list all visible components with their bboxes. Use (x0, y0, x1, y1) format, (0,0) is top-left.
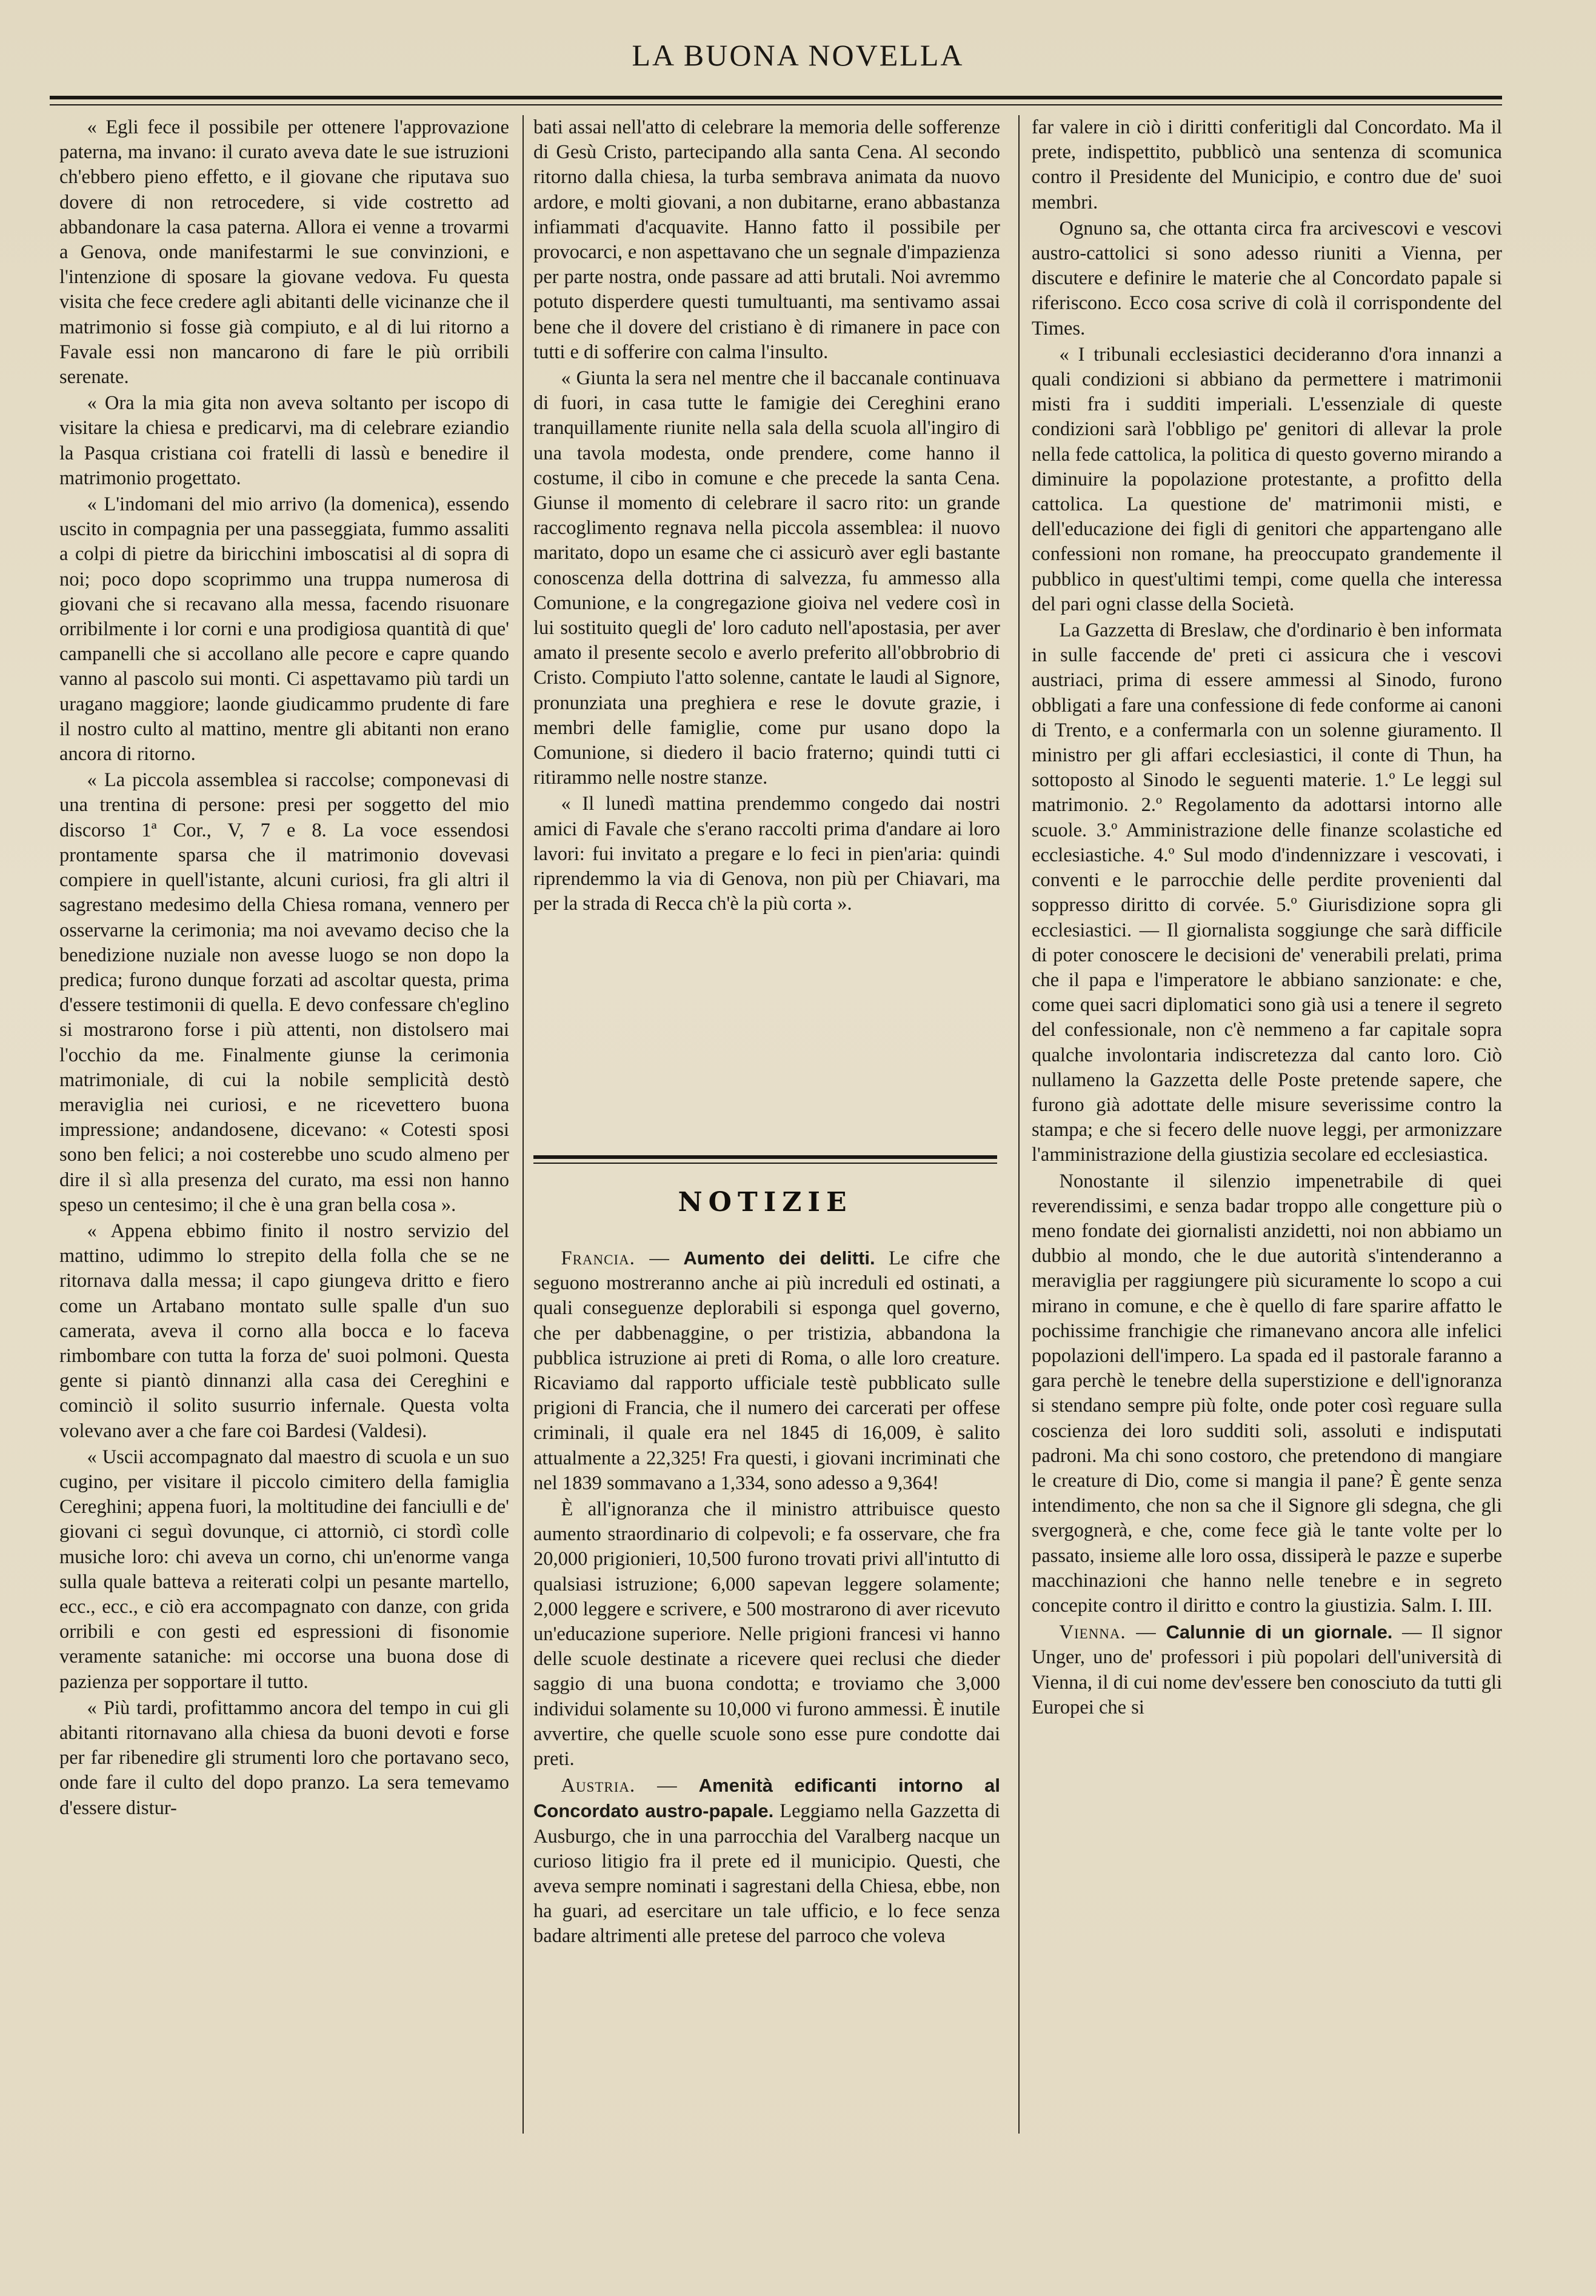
paragraph: bati assai nell'atto di celebrare la memoria delle sofferenze di Gesù Cristo, partecipando alla santa Cena. Al secondo ritorno dalla chiesa, la turba sembrava animata da nuovo ardore, e molti giovani, a non dubitarne, erano abbastanza infiammati d'acquavite. Hanno fatto il possibile per provocarci, e non aspettavano che un segnale d'impazienza per parte nostra, onde passare ad atti brutali. Noi avremmo potuto disperdere questi tumultuanti, ma sentivamo assai bene che il dovere del cristiano è di rimanere in pace con tutti e di sofferire con calma l'insulto. (533, 116, 1000, 363)
paragraph: La Gazzetta di Breslaw, che d'ordinario è ben informata in sulle faccende de' preti ci assicura che i vescovi austriaci, prima di essere ammessi al Sinodo, furono obbligati a fare una confessione di fede conforme ai canoni di Trento, e a confermarla con un solenne giuramento. Il ministro per gli affari ecclesiastici, il conte di Thun, ha sottoposto al Sinodo le seguenti materie. 1.º Le leggi sul matrimonio. 2.º Regolamento da adottarsi intorno alle scuole. 3.º Amministrazione delle finanze scolastiche ed ecclesiastiche. 4.º Sul modo d'indennizzare i vescovati, i conventi e le parrocchie delle perdite provenienti dal soppresso diritto di corvée. 5.º Giurisdizione sopra gli ecclesiastici. — Il giornalista soggiunge che sarà difficile di poter conoscere le decisioni de' venerabili prelati, prima che il papa e l'imperatore le abbiano sanzionate: e che, come quei sacri diplomatici sono già usi a tenere il segreto del confessionale, non c'è nemmeno a far capitale sopra qualche involontaria indiscretezza dal canto loro. Ciò nullameno la Gazzetta delle Poste pretende sapere, che furono già adottate delle misure severissime contro la stampa; e che si fecero delle nuove leggi, per armonizzare l'amministrazione della giustizia secolare ed ecclesiastica. (1032, 619, 1502, 1166)
paragraph: « Più tardi, profittammo ancora del tempo in cui gli abitanti ritornavano alla chiesa da buoni devoti e forse per far ribenedire gli strumenti loro che portavano seco, onde fare il culto del dopo pranzo. La sera temevamo d'essere distur- (59, 1697, 509, 1819)
paragraph: « Egli fece il possibile per ottenere l'approvazione paterna, ma invano: il curato aveva date le sue istruzioni ch'ebbero pieno effetto, e il giovane che riputava suo dovere di non retrocedere, si vide costretto ad abbandonare la casa paterna. Allora ei venne a trovarmi a Genova, onde manifestarmi le sue convinzioni, e l'intenzione di sposare la giovane vedova. Fu questa visita che fece credere agli abitanti delle vicinanze che il matrimonio si fosse già compiuto, e al di lui ritorno a Favale essi non mancarono di fare le più orribili serenate. (59, 116, 509, 389)
news-place: Austria. — (561, 1775, 678, 1797)
column-2-news (533, 1246, 1000, 1949)
section-rule (533, 1155, 997, 1159)
news-headline: Aumento dei delitti. (683, 1247, 875, 1269)
news-headline: Calunnie di un giornale. (1166, 1621, 1393, 1643)
header-rule-thin (50, 104, 1502, 105)
news-text: Le cifre che seguono mostreranno anche ai più increduli ed ostinati, a quali conseguenze deplorabili si esponga quel governo, che per dabbenaggine, o per tristizia, abbandona la pubblica istruzione ai preti di Roma, o alle loro creature. Ricaviamo dal rapporto ufficiale testè pubblicato sulle prigioni di Francia, che il numero dei carcerati per offese criminali, il quale era nel 1845 di 16,009, è salito attualmente a 22,325! Fra questi, i giovani incriminati che nel 1839 sommavano a 1,334, sono adesso a 9,364! (533, 1247, 1001, 1494)
column-2-top (533, 115, 1000, 917)
section-title-notizie: NOTIZIE (678, 1187, 853, 1218)
paragraph: Nonostante il silenzio impenetrabile di quei reverendissimi, e senza badar troppo alle congetture più o meno fondate dei giornalisti anzidetti, noi non abbiamo un dubbio al mondo, che le due autorità s'intenderanno a meraviglia per raggiungere più sicuramente lo scopo a cui mirano in comune, e che è quello di fare sparire affatto le pochissime franchigie che rimanevano ancora alle infelici popolazioni dell'impero. La spada ed il pastorale faranno a gara perchè le tenebre della superstizione e dell'ignoranza si stendano sempre più folte, onde poter così reguare sulla coscienza dei loro sudditi soli, assoluti e indisputati padroni. Ma chi sono costoro, che pretendono di mangiare le creature di Dio, come si mangia il pane? È gente senza intendimento, che non sa che il Signore gli sdegna, che gli svergognerà, e che, come fece già le tante volte per lo passato, insieme alle loro ossa, dissiperà le pazze e superbe macchinazioni che hanno nelle tenebre e in segreto concepite contro il diritto e contro la giustizia. Salm. I. III. (1032, 1170, 1502, 1617)
column-divider (1018, 115, 1020, 2134)
paragraph: « Giunta la sera nel mentre che il baccanale continuava di fuori, in casa tutte le famigie dei Cereghini erano tranquillamente riunite nella sala della scuola all'ingiro di una tavola modesta, onde prendere, come hanno il costume, il cibo in comune e che precede la santa Cena. Giunse il momento di celebrare il sacro rito: un grande raccoglimento regnava nella piccola assemblea: il nuovo maritato, dopo un esame che ci assicurò aver egli bastante conoscenza della dottrina di salvezza, fu ammesso alla Comunione, e la congregazione gioiva nel vedere così in lui sostituito quegli de' loro caduto nell'apostasia, per aver amato il presente secolo e averlo preferito all'obbrobrio di Cristo. Compiuto l'atto solenne, cantate le laudi al Signore, pronunziata una preghiera e rese le dovute grazie, i membri delle famiglie, come pur usano dopo la Comunione, si diedero il bacio fraterno; quindi tutti ci ritirammo nelle nostre stanze. (533, 367, 1000, 789)
paragraph: È all'ignoranza che il ministro attribuisce questo aumento straordinario di colpevoli; e fa osservare, che fra 20,000 prigionieri, 10,500 furono trovati privi all'intutto di qualsiasi istruzione; 6,000 sapevan leggere solamente; 2,000 leggere e scrivere, e 500 mostrarono di aver ricevuto un'educazione superiore. Nelle prigioni francesi vi hanno delle scuole destinate a ricevere quei reclusi che dieder saggio di una buona condotta; e troviamo che 3,000 individui solamente su 10,000 vi furono ammessi. È inutile avvertire, che quelle scuole sono esse pure condotte dai preti. (533, 1498, 1000, 1770)
news-item-austria (533, 1773, 1000, 1949)
news-headline: Amenità edificanti intorno al Concordato austro-papale. (533, 1775, 1001, 1822)
column-1 (59, 115, 509, 1821)
masthead-title: LA BUONA NOVELLA (632, 38, 964, 72)
news-place: Vienna. — (1059, 1621, 1157, 1644)
news-text: Leggiamo nella Gazzetta di Ausburgo, che in una parrocchia del Varalberg nacque un curioso litigio fra il prete ed il municipio. Questi, che aveva sempre nominati i sagrestani della Chiesa, ebbe, non ha guari, ad esercitare un tale ufficio, e lo fece senza badare altrimenti alle pretese del parroco che voleva (533, 1800, 1001, 1947)
news-item-francia (533, 1246, 1000, 1496)
news-place: Francia. — (561, 1247, 670, 1269)
paragraph: « Appena ebbimo finito il nostro servizio del mattino, udimmo lo strepito della folla che se ne ritornava dalla messa; il capo giungeva dritto e fiero come un Artabano montato sulle spalle d'un suo camerata, aveva il corno alla bocca e lo faceva rimbombare con tutta la forza de' suoi polmoni. Questa gente si piantò dinnanzi alla casa dei Cereghini e cominciò il solito susurrio infernale. Questa volta volevano aver a che fare coi Bardesi (Valdesi). (59, 1220, 509, 1442)
paragraph: « Il lunedì mattina prendemmo congedo dai nostri amici di Favale che s'erano raccolti prima d'andare ai loro lavori: fui invitato a pregare e lo feci in pien'aria: quindi riprendemmo la via di Genova, non più per Chiavari, ma per la strada di Recca ch'è la più corta ». (533, 793, 1000, 915)
news-text: — Il signor Unger, uno de' professori i più popolari dell'università di Vienna, il di cui nome dev'essere ben conosciuto da tutti gli Europei che si (1032, 1621, 1503, 1718)
header-rule (50, 96, 1502, 99)
paragraph: far valere in ciò i diritti conferitigli dal Concordato. Ma il prete, indispettito, pubblicò una sentenza di scomunica contro il Presidente del Municipio, e contro due de' suoi membri. (1032, 116, 1502, 213)
section-rule-thin (533, 1163, 997, 1164)
news-item-vienna (1032, 1620, 1502, 1720)
column-3 (1032, 115, 1502, 1720)
paragraph: « Uscii accompagnato dal maestro di scuola e un suo cugino, per visitare il piccolo cimitero della famiglia Cereghini; appena fuori, la moltitudine dei fanciulli e de' giovani ci seguì dovunque, ci attorniò, ci stordì colle musiche loro: chi aveva un corno, chi un'enorme vanga sulla quale batteva a reiterati colpi un pesante martello, ecc., ecc., e ciò era accompagnato con danze, con grida orribili e con gesti ed espressioni di fisonomie veramente sataniche: mi occorse una buona dose di pazienza per sopportare il tutto. (59, 1446, 509, 1693)
paragraph: Ognuno sa, che ottanta circa fra arcivescovi e vescovi austro-cattolici si sono adesso riuniti a Vienna, per discutere e definire le materie che al Concordato papale si riferiscono. Ecco cosa scrive di colà il corrispondente del Times. (1032, 217, 1502, 339)
column-divider (523, 115, 524, 2134)
paragraph: « Ora la mia gita non aveva soltanto per iscopo di visitare la chiesa e predicarvi, ma di celebrare eziandio la Pasqua cristiana coi fratelli di lassù e benedire il matrimonio progettato. (59, 392, 509, 489)
paragraph: « L'indomani del mio arrivo (la domenica), essendo uscito in compagnia per una passeggiata, fummo assaliti a colpi di pietre da biricchini imboscatisi al di sopra di noi; poco dopo scoprimmo una truppa numerosa di giovani che si recavano alla messa, facendo risuonare orribilmente i lor corni e una prodigiosa quantità di que' campanelli che si accollano alle pecore e capre quando vanno al pascolo sui monti. Ci aspettavamo più tardi un uragano maggiore; laonde giudicammo prudente di fare il nostro culto al mattino, mentre gli abitanti non erano ancora di ritorno. (59, 493, 509, 766)
paragraph: « La piccola assemblea si raccolse; componevasi di una trentina di persone: presi per soggetto del mio discorso 1ª Cor., V, 7 e 8. La voce essendosi prontamente sparsa che il matrimonio dovevasi compiere in quell'istante, alcuni curiosi, fra gli altri il sagrestano medesimo della Chiesa romana, vennero per osservarne la cerimonia; ma noi avevamo deciso che la benedizione nuziale non avesse luogo se non dopo la predica; furono dunque forzati ad ascoltar questa, prima d'essere testimonii di quella. E devo confessare ch'eglino si mostrarono forse i più attenti, non distolsero mai l'occhio da me. Finalmente giunse la cerimonia matrimoniale, di cui la nobile semplicità destò meraviglia nei curiosi, e ne ricevettero buona impressione; andandosene, dicevano: « Cotesti sposi sono ben felici; a noi costerebbe uno scudo almeno per dire il sì alla presenza del curato, ma essi non hanno speso un centesimo; il che è una gran bella cosa ». (59, 769, 509, 1216)
paragraph: « I tribunali ecclesiastici decideranno d'ora innanzi a quali condizioni si abbiano da permettere i matrimonii misti fra i sudditi imperiali. L'essenziale di queste condizioni sarà l'obbligo pe' genitori di allevar la prole nella fede cattolica, la politica di questo governo mirando a diminuire la popolazione protestante, a profitto della cattolica. La questione de' matrimonii misti, e dell'educazione dei figli di genitori che appartengano alle confessioni non romane, ha preoccupato grandemente il pubblico in quest'ultimi tempi, come quella che interessa del pari ogni classe della Società. (1032, 343, 1502, 615)
